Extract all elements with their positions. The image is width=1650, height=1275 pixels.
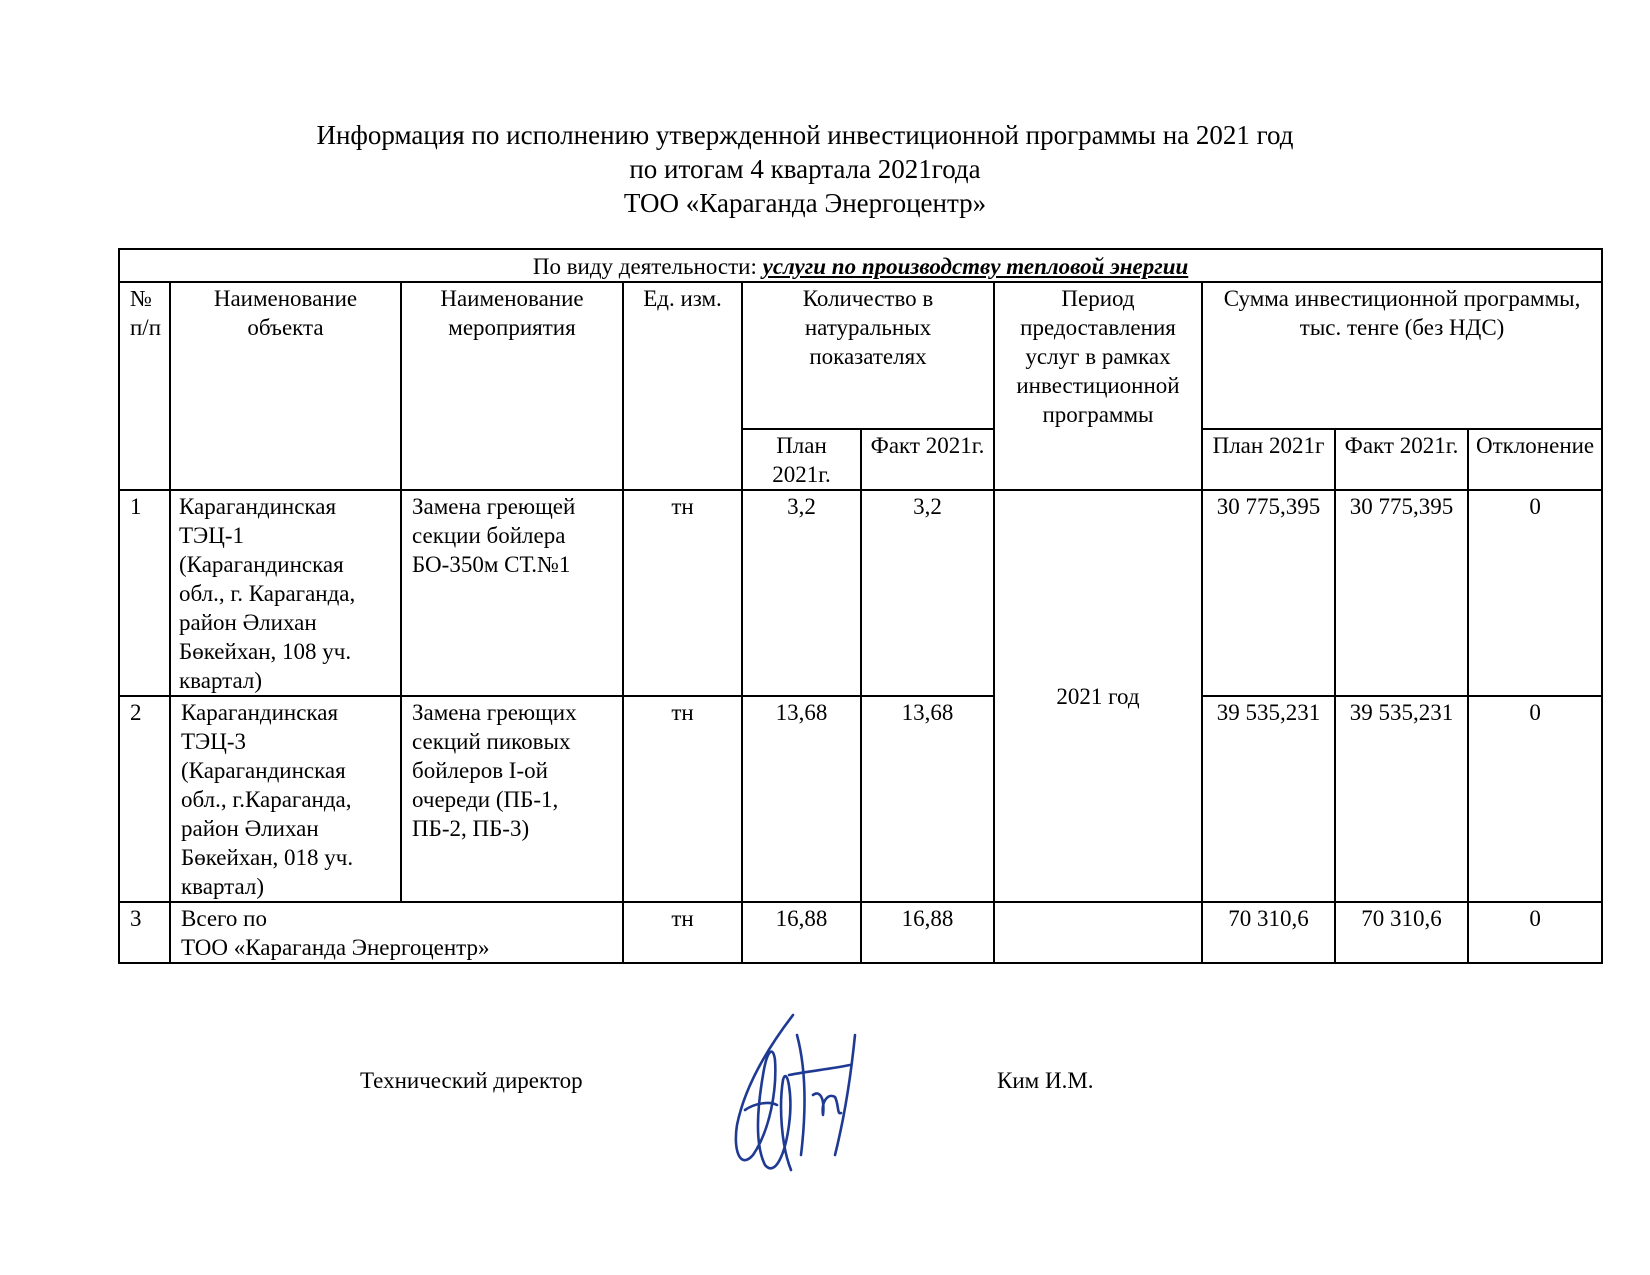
signatory-name: Ким И.М. (997, 1068, 1094, 1093)
row-qty-plan: 13,68 (742, 696, 861, 902)
activity-cell (119, 249, 1602, 282)
header-qty-fact: Факт 2021г. (861, 429, 994, 490)
row-sum-fact: 39 535,231 (1335, 696, 1468, 902)
total-unit: тн (623, 902, 742, 963)
row-sum-plan: 30 775,395 (1202, 490, 1335, 696)
header-row-1 (119, 282, 1602, 429)
row-measure: Замена греющей секции бойлера БО-350м СТ.№1 (401, 490, 623, 696)
header-period-empty (994, 429, 1202, 490)
row-sum-plan: 39 535,231 (1202, 696, 1335, 902)
activity-label: По виду деятельности: (532, 254, 757, 279)
activity-value: услуги по производству тепловой энергии (762, 254, 1189, 279)
table-row (119, 490, 1602, 696)
row-num: 1 (119, 490, 170, 696)
row-num: 2 (119, 696, 170, 902)
row-sum-fact: 30 775,395 (1335, 490, 1468, 696)
period-cell: 2021 год (994, 490, 1202, 902)
header-object: Наименование объекта (170, 282, 401, 490)
header-period: Период предоставления услуг в рамках инвестиционной программы (994, 282, 1202, 429)
header-sum-fact: Факт 2021г. (1335, 429, 1468, 490)
activity-row (119, 249, 1602, 282)
header-sum: Сумма инвестиционной программы, тыс. тенге (без НДС) (1202, 282, 1602, 429)
total-sum-dev: 0 (1468, 902, 1602, 963)
row-measure: Замена греющих секций пиковых бойлеров I-ой очереди (ПБ-1, ПБ-2, ПБ-3) (401, 696, 623, 902)
total-sum-plan: 70 310,6 (1202, 902, 1335, 963)
total-period (994, 902, 1202, 963)
title-line-1: Информация по исполнению утвержденной инвестиционной программы на 2021 год (316, 120, 1294, 150)
signatory-position: Технический директор (360, 1068, 583, 1093)
row-unit: тн (623, 490, 742, 696)
total-label-line-1: Всего по (181, 906, 267, 931)
total-sum-fact: 70 310,6 (1335, 902, 1468, 963)
header-num: № п/п (119, 282, 170, 490)
row-qty-fact: 3,2 (861, 490, 994, 696)
total-qty-plan: 16,88 (742, 902, 861, 963)
title-line-3: ТОО «Караганда Энергоцентр» (623, 188, 987, 218)
row-object: Карагандинская ТЭЦ-1 (Карагандинская обл., г. Караганда, район Әлихан Бөкейхан, 108 уч. квартал) (170, 490, 401, 696)
title-line-2: по итогам 4 квартала 2021года (629, 154, 981, 184)
header-qty: Количество в натуральных показателях (742, 282, 994, 429)
table-row (119, 696, 1602, 902)
row-sum-dev: 0 (1468, 490, 1602, 696)
row-sum-dev: 0 (1468, 696, 1602, 902)
row-object: Карагандинская ТЭЦ-3 (Карагандинская обл., г.Караганда, район Әлихан Бөкейхан, 018 уч. квартал) (170, 696, 401, 902)
signature-image (715, 1005, 875, 1180)
investment-table (118, 248, 1603, 964)
header-sum-plan: План 2021г (1202, 429, 1335, 490)
row-qty-fact: 13,68 (861, 696, 994, 902)
total-label-line-2: ТОО «Караганда Энергоцентр» (181, 935, 490, 960)
header-sum-dev: Отклонение (1468, 429, 1602, 490)
total-label (170, 902, 623, 963)
document-title (0, 118, 1610, 220)
row-qty-plan: 3,2 (742, 490, 861, 696)
row-unit: тн (623, 696, 742, 902)
total-num: 3 (119, 902, 170, 963)
total-row (119, 902, 1602, 963)
total-qty-fact: 16,88 (861, 902, 994, 963)
header-unit: Ед. изм. (623, 282, 742, 490)
header-measure: Наименование мероприятия (401, 282, 623, 490)
header-qty-plan: План 2021г. (742, 429, 861, 490)
